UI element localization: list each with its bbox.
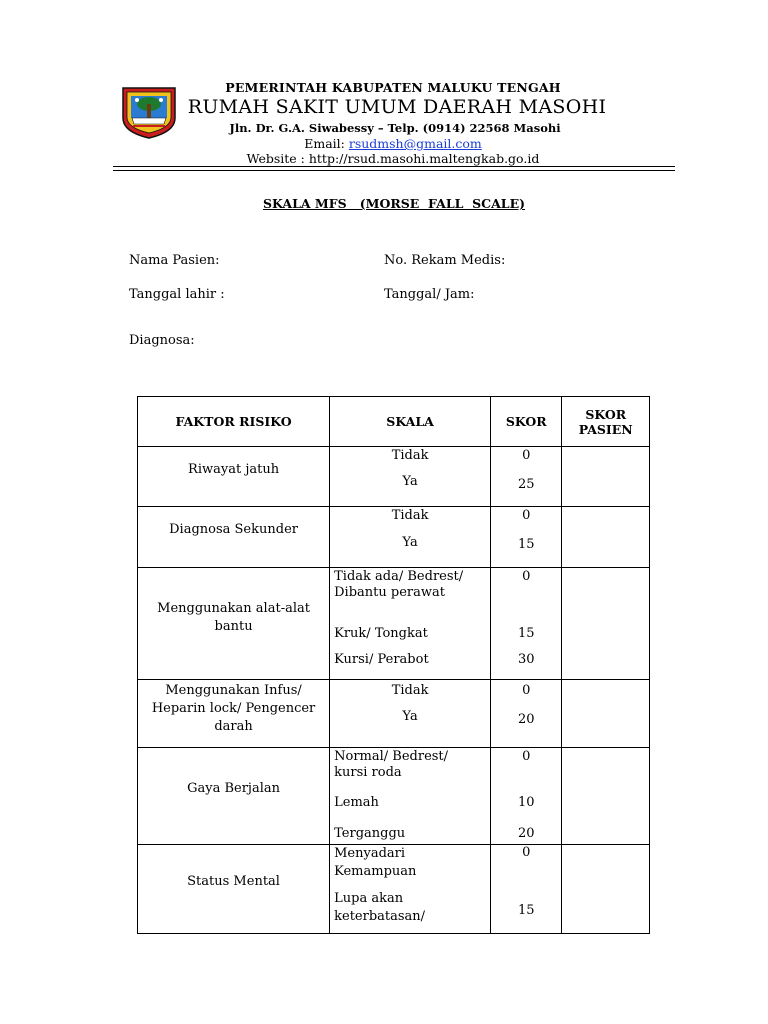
scale-cell (330, 748, 491, 845)
score-value: 15 (517, 626, 535, 641)
patient-score-cell[interactable] (562, 447, 650, 507)
score-cell (491, 680, 562, 748)
factor-cell (138, 507, 330, 568)
score-value: 0 (522, 508, 531, 523)
score-cell (491, 447, 562, 507)
regency-crest-logo (120, 84, 178, 140)
factor-cell (138, 748, 330, 845)
morse-fall-scale-table (137, 396, 650, 934)
patient-score-cell[interactable] (562, 748, 650, 845)
scale-option: Normal/ Bedrest/ kursi roda (334, 749, 449, 780)
field-no-rekam-medis: No. Rekam Medis: (384, 253, 506, 268)
scale-option: Kruk/ Tongkat (334, 626, 428, 641)
score-value: 0 (522, 845, 531, 860)
factor-cell (138, 680, 330, 748)
scale-cell (330, 447, 491, 507)
hospital-name: RUMAH SAKIT UMUM DAERAH MASOHI (187, 96, 607, 118)
table-row (138, 447, 650, 507)
email-label: Email: (304, 136, 349, 151)
scale-option: Tidak ada/ Bedrest/ Dibantu perawat (334, 569, 464, 600)
score-cell (491, 748, 562, 845)
scale-cell (330, 680, 491, 748)
scale-option: Tidak (391, 448, 429, 463)
email-link[interactable]: rsudmsh@gmail.com (348, 136, 482, 151)
field-nama-pasien: Nama Pasien: (129, 253, 220, 268)
scale-option: Ya (402, 709, 418, 724)
scale-option: Kursi/ Perabot (334, 652, 429, 667)
header-divider (113, 166, 675, 167)
score-cell (491, 845, 562, 934)
factor-cell (138, 447, 330, 507)
hospital-website: Website : http://rsud.masohi.maltengkab.go.id (246, 151, 540, 166)
header-divider-thin (113, 170, 675, 171)
score-value: 0 (522, 749, 531, 764)
score-cell (491, 568, 562, 680)
factor-cell (138, 568, 330, 680)
scale-option: Tidak (391, 508, 429, 523)
score-value: 25 (517, 477, 535, 492)
scale-option: Tidak (391, 683, 429, 698)
factor-label: Gaya Berjalan (187, 781, 280, 796)
document-title: SKALA MFS (MORSE FALL SCALE) (262, 196, 526, 211)
score-value: 0 (522, 448, 531, 463)
patient-score-cell[interactable] (562, 845, 650, 934)
scale-option: Lemah (334, 795, 379, 810)
factor-label: Menggunakan Infus/ Heparin lock/ Pengencer darah (151, 683, 316, 734)
header-skala: SKALA (330, 397, 491, 447)
government-name: PEMERINTAH KABUPATEN MALUKU TENGAH (225, 80, 561, 95)
factor-label: Status Mental (187, 874, 280, 889)
score-value: 30 (517, 652, 535, 667)
header-skor-pasien: SKOR PASIEN (562, 397, 650, 447)
table-header-row (138, 397, 650, 447)
patient-score-cell[interactable] (562, 507, 650, 568)
scale-option: Menyadari Kemampuan (334, 846, 417, 879)
scale-option: Ya (402, 535, 418, 550)
score-value: 0 (522, 683, 531, 698)
field-tanggal-lahir: Tanggal lahir : (129, 287, 225, 302)
scale-option: Lupa akan keterbatasan/ (334, 891, 426, 924)
patient-score-cell[interactable] (562, 568, 650, 680)
score-value: 0 (522, 569, 531, 584)
patient-score-cell[interactable] (562, 680, 650, 748)
field-diagnosa: Diagnosa: (129, 333, 195, 348)
factor-label: Menggunakan alat-alat bantu (157, 601, 310, 634)
field-tanggal-jam: Tanggal/ Jam: (384, 287, 475, 302)
scale-option: Terganggu (334, 826, 406, 841)
scale-cell (330, 845, 491, 934)
factor-cell (138, 845, 330, 934)
hospital-email-line (208, 136, 578, 151)
scale-cell (330, 568, 491, 680)
score-value: 15 (517, 537, 535, 552)
score-value: 20 (517, 712, 535, 727)
score-cell (491, 507, 562, 568)
header-skor: SKOR (491, 397, 562, 447)
score-value: 20 (517, 826, 535, 841)
scale-option: Ya (402, 474, 418, 489)
hospital-address: Jln. Dr. G.A. Siwabessy – Telp. (0914) 22568 Masohi (229, 121, 561, 135)
table-row (138, 507, 650, 568)
factor-label: Riwayat jatuh (188, 462, 280, 477)
table-row (138, 845, 650, 934)
scale-cell (330, 507, 491, 568)
header-faktor-risiko: FAKTOR RISIKO (138, 397, 330, 447)
table-row (138, 748, 650, 845)
score-value: 10 (517, 795, 535, 810)
factor-label: Diagnosa Sekunder (169, 522, 298, 537)
score-value: 15 (517, 903, 535, 918)
table-row (138, 568, 650, 680)
table-row (138, 680, 650, 748)
